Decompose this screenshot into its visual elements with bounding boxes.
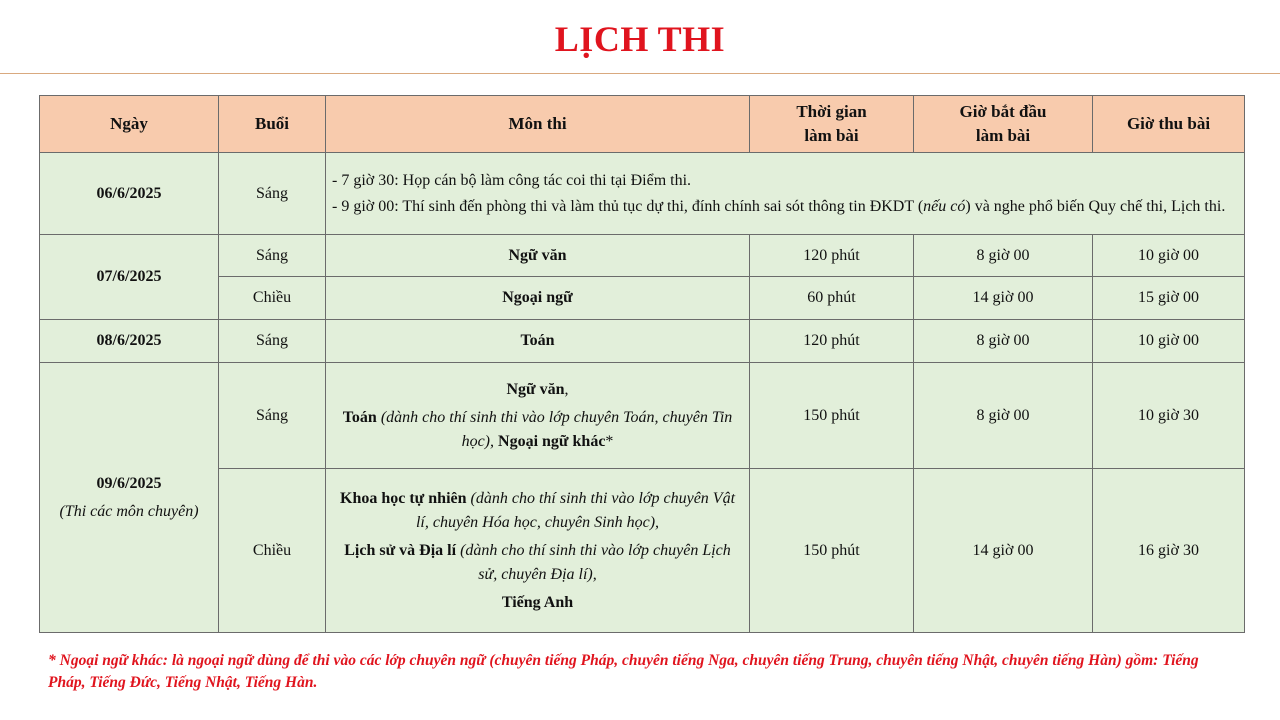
subject-ngoai-ngu-khac: Ngoại ngữ khác xyxy=(498,432,606,450)
session-cell: Sáng xyxy=(219,235,326,277)
header-gio-thu-bai: Giờ thu bài xyxy=(1093,96,1245,153)
subject-ngu-van: Ngữ văn xyxy=(506,380,565,398)
header-row xyxy=(40,96,1245,153)
duration-cell: 120 phút xyxy=(750,235,914,277)
date-value: 09/6/2025 xyxy=(96,474,162,492)
header-mon-thi: Môn thi xyxy=(326,96,750,153)
subject-khtn-note: (dành cho thí sinh thi vào lớp chuyên Vật lí, chuyên Hóa học, chuyên Sinh học), xyxy=(415,489,736,531)
start-cell: 8 giờ 00 xyxy=(914,235,1093,277)
subject-su-dia: Lịch sử và Địa lí xyxy=(344,541,457,559)
end-cell: 10 giờ 00 xyxy=(1093,320,1245,363)
date-cell: 07/6/2025 xyxy=(40,235,219,320)
subject-cell: Toán xyxy=(326,320,750,363)
end-cell: 16 giờ 30 xyxy=(1093,469,1245,633)
date-cell: 08/6/2025 xyxy=(40,320,219,363)
start-cell: 14 giờ 00 xyxy=(914,277,1093,320)
session-cell: Sáng xyxy=(219,153,326,235)
header-bat-dau-line1: Giờ bắt đầu xyxy=(959,102,1047,121)
duration-cell: 60 phút xyxy=(750,277,914,320)
subject-cell xyxy=(326,469,750,633)
subject-cell: Ngoại ngữ xyxy=(326,277,750,320)
header-buoi: Buổi xyxy=(219,96,326,153)
table-row xyxy=(40,277,1245,320)
header-ngay: Ngày xyxy=(40,96,219,153)
header-bat-dau-line2: làm bài xyxy=(975,126,1031,145)
session-cell: Sáng xyxy=(219,363,326,469)
subject-khtn: Khoa học tự nhiên xyxy=(340,489,467,507)
start-cell: 14 giờ 00 xyxy=(914,469,1093,633)
table-row xyxy=(40,153,1245,235)
day1-notes-cell xyxy=(326,153,1245,235)
start-cell: 8 giờ 00 xyxy=(914,363,1093,469)
day1-note-line2-a: - 9 giờ 00: Thí sinh đến phòng thi và làm thủ tục dự thi, đính chính sai sót thông tin ĐKDT ( xyxy=(332,197,924,215)
date-cell: 06/6/2025 xyxy=(40,153,219,235)
table-row xyxy=(40,235,1245,277)
day1-note-line2 xyxy=(332,195,1238,219)
table-row xyxy=(40,320,1245,363)
subject-cell xyxy=(326,363,750,469)
exam-schedule-table xyxy=(39,95,1245,633)
date-note: (Thi các môn chuyên) xyxy=(59,502,199,520)
subject-sep: , xyxy=(564,380,569,398)
start-cell: 8 giờ 00 xyxy=(914,320,1093,363)
page-title: LỊCH THI xyxy=(554,19,726,59)
header-thoi-gian-line2: làm bài xyxy=(804,126,859,145)
session-cell: Chiều xyxy=(219,277,326,320)
session-cell: Chiều xyxy=(219,469,326,633)
duration-cell: 150 phút xyxy=(750,363,914,469)
header-thoi-gian xyxy=(750,96,914,153)
footnote: * Ngoại ngữ khác: là ngoại ngữ dùng để thi vào các lớp chuyên ngữ (chuyên tiếng Pháp, chuyên tiếng Nga, chuyên tiếng Trung, chuyên tiếng Nhật, chuyên tiếng Hàn) gồm: Tiếng Pháp, Tiếng Đức, Tiếng Nhật, Tiếng Hàn. xyxy=(48,652,1199,691)
end-cell: 10 giờ 00 xyxy=(1093,235,1245,277)
subject-su-dia-note: (dành cho thí sinh thi vào lớp chuyên Lịch sử, chuyên Địa lí), xyxy=(456,541,731,583)
end-cell: 10 giờ 30 xyxy=(1093,363,1245,469)
subject-toan-note: (dành cho thí sinh thi vào lớp chuyên Toán, chuyên Tin học), xyxy=(376,408,733,450)
header-thoi-gian-line1: Thời gian xyxy=(796,102,867,121)
date-cell xyxy=(40,363,219,633)
day1-note-line2-c: ) và nghe phổ biến Quy chế thi, Lịch thi. xyxy=(965,197,1226,215)
header-gio-bat-dau xyxy=(914,96,1093,153)
subject-toan: Toán xyxy=(342,408,377,426)
duration-cell: 150 phút xyxy=(750,469,914,633)
table-row xyxy=(40,469,1245,633)
end-cell: 15 giờ 00 xyxy=(1093,277,1245,320)
session-cell: Sáng xyxy=(219,320,326,363)
subject-cell: Ngữ văn xyxy=(326,235,750,277)
footnote-mark: * xyxy=(605,432,614,450)
subject-tieng-anh: Tiếng Anh xyxy=(501,593,574,611)
day1-note-line1: - 7 giờ 30: Họp cán bộ làm công tác coi thi tại Điểm thi. xyxy=(332,171,692,189)
title-divider xyxy=(0,73,1280,74)
duration-cell: 120 phút xyxy=(750,320,914,363)
table-row xyxy=(40,363,1245,469)
day1-note-line2-b: nếu có xyxy=(923,197,966,215)
